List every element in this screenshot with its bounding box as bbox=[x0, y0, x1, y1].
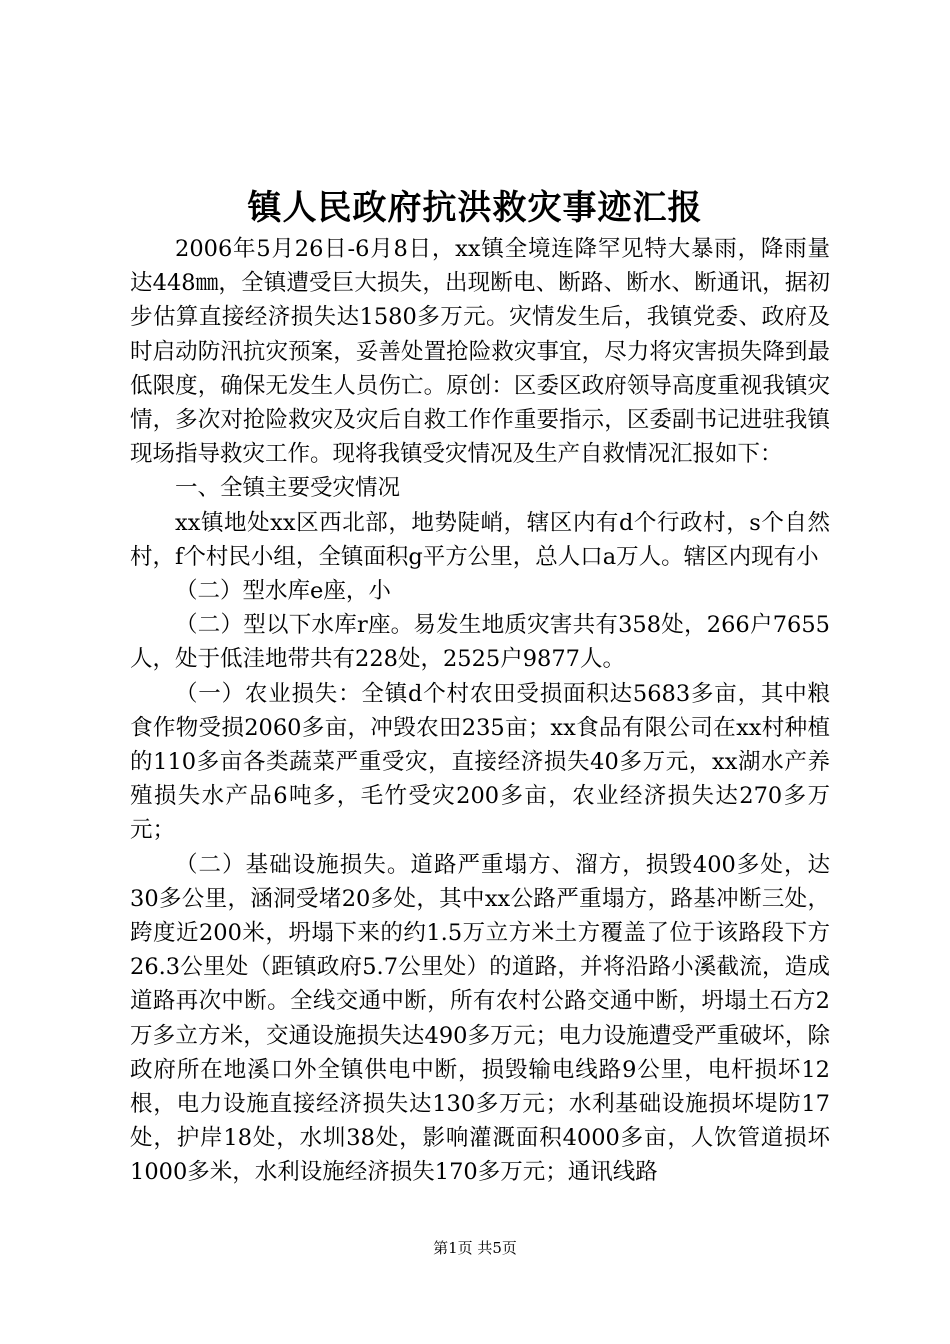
paragraph-intro: 2006年5月26日-6月8日，xx镇全境连降罕见特大暴雨，降雨量达448㎜，全镇遭受巨大损失，出现断电、断路、断水、断通讯，据初步估算直接经济损失达1580多万元。灾情发生后，我镇党委、政府及时启动防汛抗灾预案，妥善处置抢险救灾事宜，尽力将灾害损失降到最低限度，确保无发生人员伤亡。原创：区委区政府领导高度重视我镇灾情，多次对抢险救灾及灾后自救工作作重要指示，区委副书记进驻我镇现场指导救灾工作。现将我镇受灾情况及生产自救情况汇报如下： bbox=[130, 236, 830, 468]
document-title: 镇人民政府抗洪救灾事迹汇报 bbox=[247, 188, 703, 228]
paragraph-town-overview: xx镇地处xx区西北部，地势陡峭，辖区内有d个行政村，s个自然村，f个村民小组，全镇面积g平方公里，总人口a万人。辖区内现有小 bbox=[130, 509, 830, 570]
paragraph-agriculture-loss: （一）农业损失：全镇d个村农田受损面积达5683多亩，其中粮食作物受损2060多亩，冲毁农田235亩；xx食品有限公司在xx村种植的110多亩各类蔬菜严重受灾，直接经济损失40多万元，xx湖水产养殖损失水产品6吨多，毛竹受灾200多亩，农业经济损失达270多万元； bbox=[130, 680, 830, 844]
section-heading: 一、全镇主要受灾情况 bbox=[175, 475, 401, 502]
paragraph-infrastructure-loss: （二）基础设施损失。道路严重塌方、溜方，损毁400多处，达30多公里，涵洞受堵20多处，其中xx公路严重塌方，路基冲断三处，跨度近200米，坍塌下来的约1.5万立方米土方覆盖了位于该路段下方26.3公里处（距镇政府5.7公里处）的道路，并将沿路小溪截流，造成道路再次中断。全线交通中断，所有农村公路交通中断，坍塌土石方2万多立方米，交通设施损失达490多万元；电力设施遭受严重破坏，除政府所在地溪口外全镇供电中断，损毁输电线路9公里，电杆损坏12根，电力设施直接经济损失达130多万元；水利基础设施损坏堤防17处，护岸18处，水圳38处，影响灌溉面积4000多亩，人饮管道损坏1000多米，水利设施经济损失170多万元；通讯线路 bbox=[130, 851, 830, 1186]
paragraph-reservoir-below: （二）型以下水库r座。易发生地质灾害共有358处，266户7655人，处于低洼地带共有228处，2525户9877人。 bbox=[130, 612, 830, 673]
document-body bbox=[130, 232, 830, 1190]
page-number-footer: 第1页 共5页 bbox=[433, 1239, 517, 1257]
paragraph-reservoir-small: （二）型水库e座，小 bbox=[175, 578, 391, 605]
